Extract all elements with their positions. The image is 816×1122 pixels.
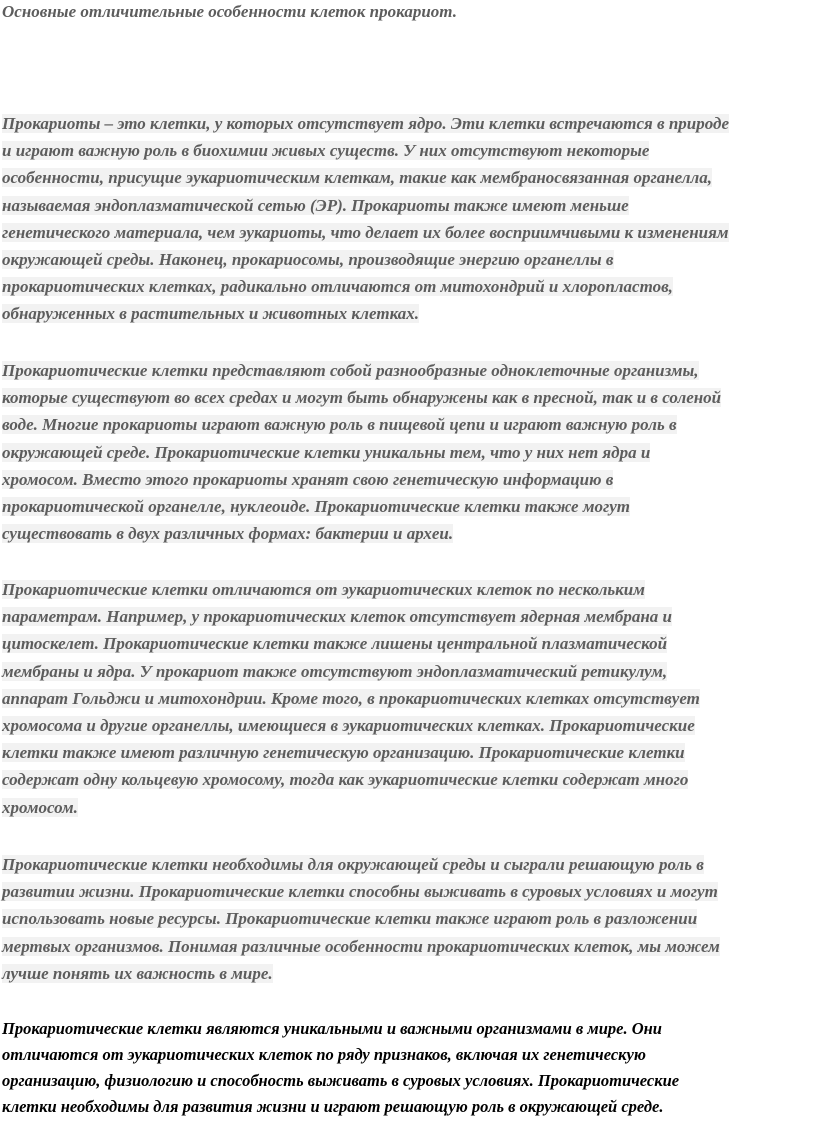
paragraph-line: клетки также имеют различную генетическую организацию. Прокариотические клетки [2,743,685,763]
paragraph-line: лучше понять их важность в мире. [2,963,273,983]
paragraph-line: существовать в двух различных формах: бактерии и археи. [2,524,454,544]
paragraph-line: цитоскелет. Прокариотические клетки также лишены центральной плазматической [2,634,668,654]
paragraph-line: которые существуют во всех средах и могут быть обнаружены как в пресной, так и в соленой [2,388,722,408]
paragraph-line: окружающей среды. Наконец, прокариосомы, производящие энергию органеллы в [2,249,614,269]
paragraph-line: окружающей среде. Прокариотические клетки уникальны тем, что у них нет ядра и [2,442,651,462]
paragraph-line: мертвых организмов. Понимая различные особенности прокариотических клеток, мы можем [2,936,720,956]
paragraph-line: мембраны и ядра. У прокариот также отсутствуют эндоплазматический ретикулум, [2,661,668,681]
document-title: Основные отличительные особенности клеток прокариот. [2,2,457,21]
paragraph-line: прокариотических клетках, радикально отличаются от митохондрий и хлоропластов, [2,277,673,297]
paragraph-5-conclusion [2,1016,814,1120]
paragraph-1 [2,110,814,328]
paragraph-line: называемая эндоплазматической сетью (ЭР). Прокариоты также имеют меньше [2,195,629,215]
paragraph-line: Прокариотические клетки отличаются от эукариотических клеток по нескольким [2,580,645,599]
paragraph-line: клетки необходимы для развития жизни и играют решающую роль в окружающей среде. [2,1097,664,1116]
paragraph-line: организацию, физиологию и способность выживать в суровых условиях. Прокариотические [2,1071,680,1090]
paragraph-4 [2,851,814,987]
paragraph-line: отличаются от эукариотических клеток по ряду признаков, включая их генетическую [2,1045,646,1064]
paragraph-line: параметрам. Например, у прокариотических клеток отсутствует ядерная мембрана и [2,607,673,627]
paragraph-2 [2,357,814,547]
paragraph-line: Прокариотические клетки являются уникальными и важными организмами в мире. Они [2,1019,662,1038]
paragraph-line: содержат одну кольцевую хромосому, тогда как эукариотические клетки содержат много [2,770,689,790]
paragraph-line: прокариотической органелле, нуклеоиде. Прокариотические клетки также могут [2,496,631,516]
paragraph-line: генетического материала, чем эукариоты, что делает их более восприимчивыми к изменениям [2,222,729,242]
paragraph-line: Прокариоты – это клетки, у которых отсутствует ядро. Эти клетки встречаются в природе [2,114,730,133]
paragraph-line: аппарат Гольджи и митохондрии. Кроме того, в прокариотических клетках отсутствует [2,688,700,708]
paragraph-3 [2,576,814,821]
paragraph-line: Прокариотические клетки представляют собой разнообразные одноклеточные организмы, [2,361,699,380]
paragraph-line: особенности, присущие эукариотическим клеткам, такие как мембраносвязанная органелла, [2,168,712,188]
paragraph-line: развитии жизни. Прокариотические клетки способны выживать в суровых условиях и могут [2,882,718,902]
paragraph-line: использовать новые ресурсы. Прокариотические клетки также играют роль в разложении [2,909,698,929]
paragraph-line: воде. Многие прокариоты играют важную роль в пищевой цепи и играют важную роль в [2,415,677,435]
paragraph-line: Прокариотические клетки необходимы для окружающей среды и сыграли решающую роль в [2,855,704,874]
paragraph-line: и играют важную роль в биохимии живых существ. У них отсутствуют некоторые [2,141,650,161]
paragraph-line: хромосом. [2,797,78,817]
paragraph-line: обнаруженных в растительных и животных клетках. [2,304,420,324]
paragraph-line: хромосома и другие органеллы, имеющиеся в эукариотических клетках. Прокариотические [2,715,695,735]
paragraph-line: хромосом. Вместо этого прокариоты хранят свою генетическую информацию в [2,469,614,489]
